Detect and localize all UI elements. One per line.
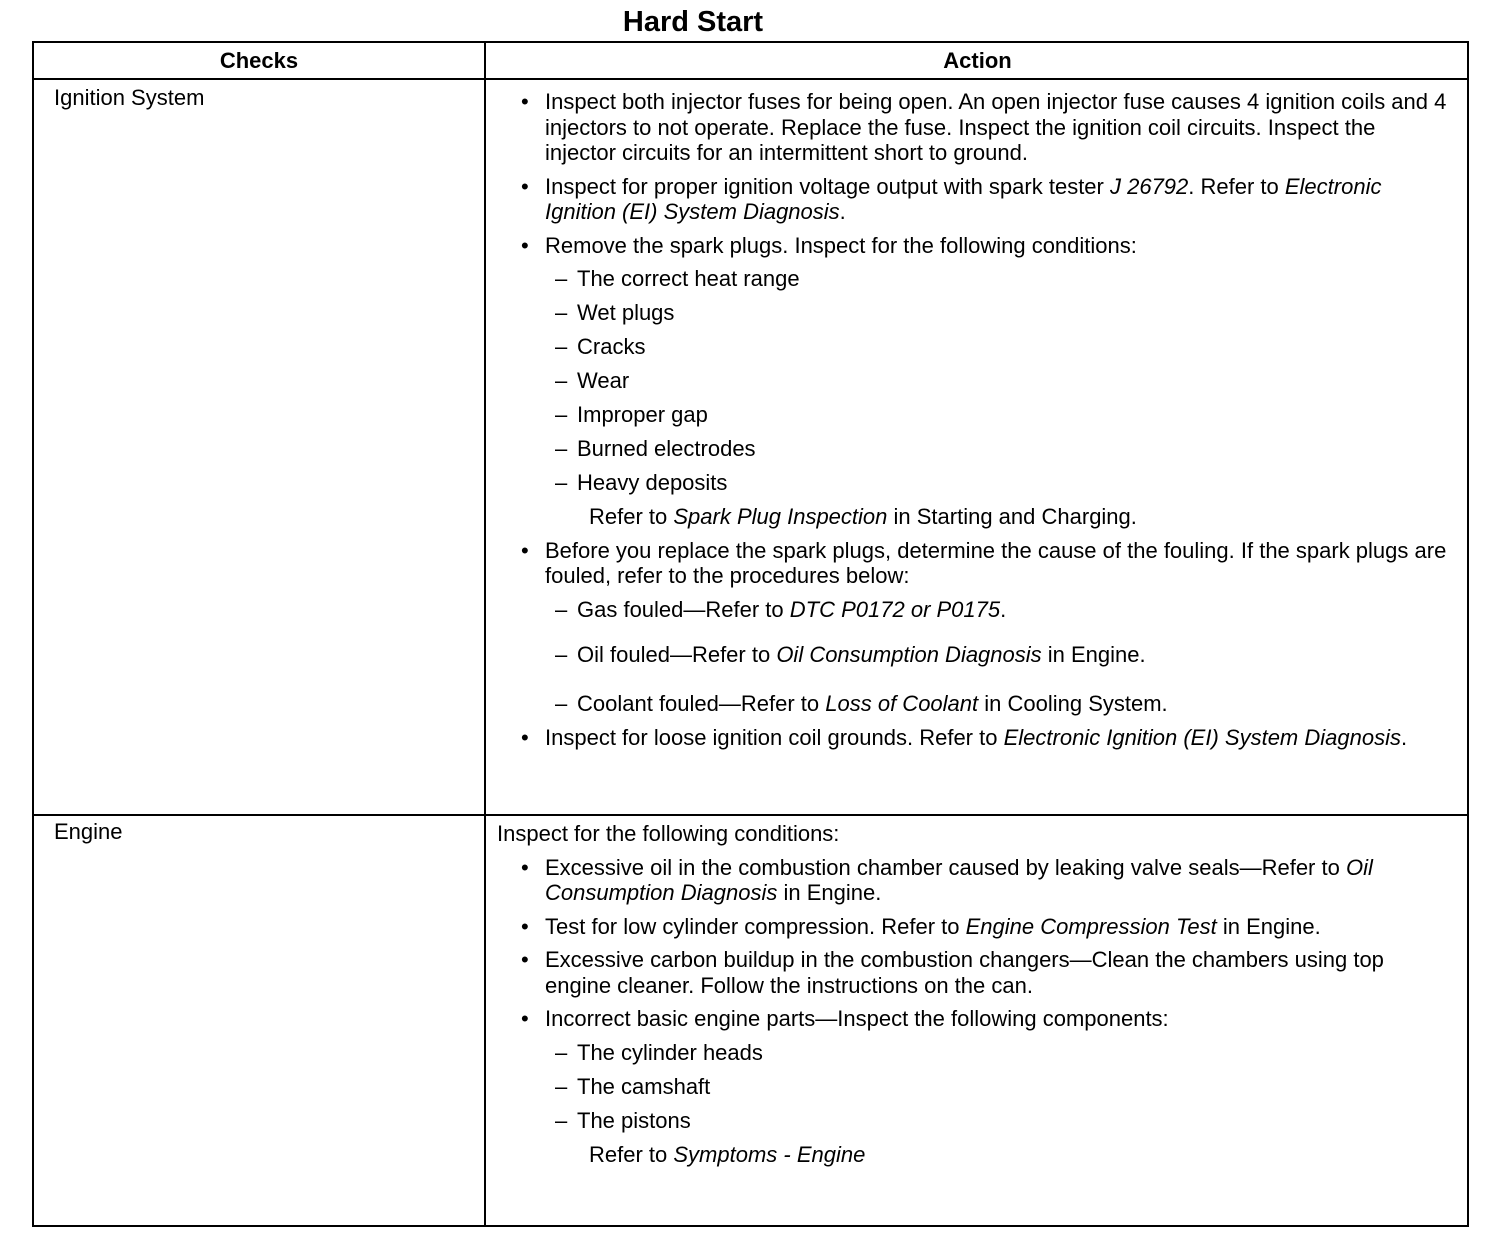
procedure-link[interactable]: Symptoms - Engine — [673, 1141, 866, 1167]
diagnostic-table — [32, 41, 1469, 1227]
action-item: • Test for low cylinder compression. Refer to Engine Compression Test in Engine. — [497, 914, 1447, 940]
action-item: • Inspect for loose ignition coil grounds. Refer to Electronic Ignition (EI) System Diagnosis. — [497, 725, 1447, 751]
fouling-item: – Oil fouled—Refer to Oil Consumption Diagnosis in Engine. — [497, 642, 1447, 668]
action-item: • Inspect both injector fuses for being open. An open injector fuse causes 4 ignition coils and 4 injectors to not operate. Replace the fuse. Inspect the ignition coil circuits. Inspect the injector circuits for an intermittent short to ground. — [497, 89, 1447, 166]
action-item: • Inspect for proper ignition voltage output with spark tester J 26792. Refer to Electronic Ignition (EI) System Diagnosis. — [497, 174, 1447, 225]
action-item: • Before you replace the spark plugs, determine the cause of the fouling. If the spark plugs are fouled, refer to the procedures below: – Gas fouled—Refer to DTC P0172 or P0175. – Oil fouled—Refer to Oil Consumption Diagnosis in Engine. – Coolant fouled—Refer to Loss of Coolant in Cooling System. — [497, 538, 1447, 717]
procedure-link[interactable]: Electronic Ignition (EI) System Diagnosis — [1003, 724, 1401, 750]
tool-reference: J 26792 — [1109, 173, 1189, 199]
procedure-link[interactable]: Loss of Coolant — [825, 690, 979, 716]
refer-note: Refer to Symptoms - Engine — [589, 1141, 866, 1167]
intro-text: Inspect for the following conditions: — [497, 821, 840, 846]
component-item: – The pistons — [497, 1108, 1447, 1134]
fouling-item: – Coolant fouled—Refer to Loss of Coolant in Cooling System. — [497, 691, 1447, 717]
procedure-link[interactable]: Electronic Ignition (EI) System Diagnosis — [545, 173, 1382, 224]
action-item: • Excessive oil in the combustion chamber caused by leaking valve seals—Refer to Oil Consumption Diagnosis in Engine. — [497, 855, 1447, 906]
column-divider — [484, 43, 486, 1225]
action-header: Action — [943, 48, 1012, 73]
component-item: – The camshaft — [497, 1074, 1447, 1100]
check-engine: Engine — [54, 819, 123, 844]
condition-item: – Burned electrodes — [497, 436, 1447, 462]
condition-item: – The correct heat range — [497, 266, 1447, 292]
condition-item: – Cracks — [497, 334, 1447, 360]
fouling-item: – Gas fouled—Refer to DTC P0172 or P0175. — [497, 597, 1447, 623]
procedure-link[interactable]: Oil Consumption Diagnosis — [776, 642, 1042, 667]
component-item: – The cylinder heads — [497, 1040, 1447, 1066]
condition-item: – Heavy deposits — [497, 470, 1447, 496]
condition-item: – Improper gap — [497, 402, 1447, 428]
procedure-link[interactable]: Spark Plug Inspection — [673, 504, 888, 529]
row-divider — [34, 814, 1467, 816]
checks-header: Checks — [219, 48, 299, 73]
action-item: • Incorrect basic engine parts—Inspect the following components: – The cylinder heads – The camshaft – The pistons Refer to Symptoms - Engine — [497, 1006, 1447, 1167]
action-ignition-system — [497, 89, 1447, 758]
refer-note: Refer to Spark Plug Inspection in Starting and Charging. — [589, 504, 1137, 529]
action-item: • Remove the spark plugs. Inspect for the following conditions: – The correct heat range – Wet plugs – Cracks – Wear – Improper gap – Burned electrodes – Heavy deposits Refer to Spark Plug Inspection in Starting and Charging. — [497, 233, 1447, 530]
procedure-link[interactable]: DTC P0172 or P0175 — [789, 596, 1001, 622]
action-item: • Excessive carbon buildup in the combustion changers—Clean the chambers using top engine cleaner. Follow the instructions on the can. — [497, 947, 1447, 998]
procedure-link[interactable]: Engine Compression Test — [965, 913, 1217, 939]
action-engine — [497, 821, 1447, 1175]
condition-item: – Wet plugs — [497, 300, 1447, 326]
procedure-link[interactable]: Oil Consumption Diagnosis — [545, 854, 1373, 905]
check-ignition-system: Ignition System — [54, 85, 205, 110]
page-title: Hard Start — [622, 6, 764, 38]
condition-item: – Wear — [497, 368, 1447, 394]
header-divider — [34, 78, 1467, 80]
